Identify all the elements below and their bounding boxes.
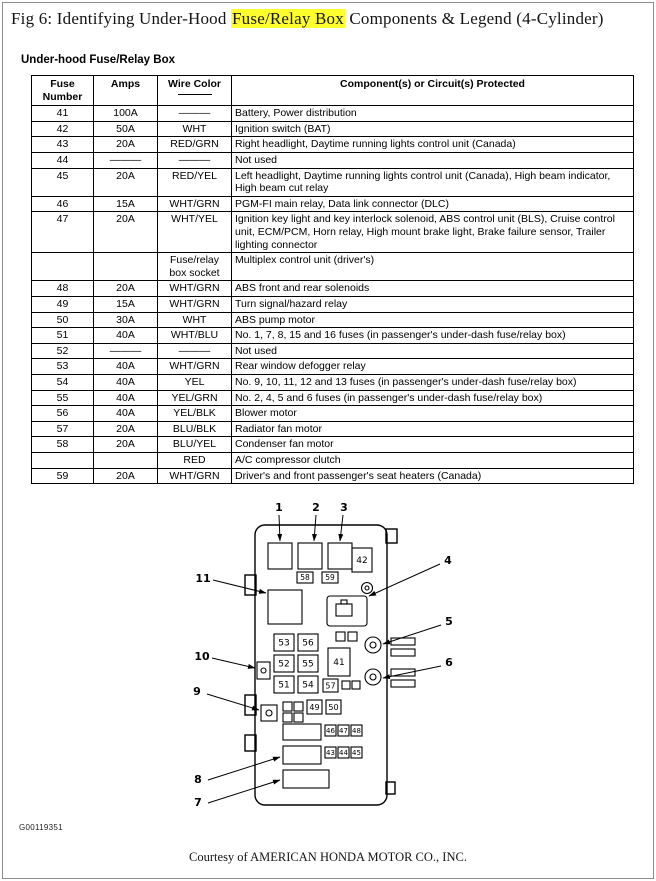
header-row: [32, 76, 634, 106]
column-header-label: Component(s) or Circuit(s) Protected: [340, 78, 525, 91]
cell-amps: 15A: [94, 297, 158, 313]
courtesy-line: Courtesy of AMERICAN HONDA MOTOR CO., INC.: [189, 850, 467, 865]
fuse-slot-layer: [274, 548, 372, 758]
fuse-row: [32, 106, 634, 122]
cell-amps: [94, 253, 158, 281]
cell-fuse: 52: [32, 343, 94, 359]
cell-amps: 20A: [94, 212, 158, 253]
callout-number-10: 10: [194, 650, 210, 664]
fuse-row: [32, 406, 634, 422]
fuse-slot-label: 46: [326, 727, 335, 736]
column-header-label: Wire Color: [168, 78, 221, 91]
cell-component: Right headlight, Daytime running lights control unit (Canada): [232, 137, 634, 153]
cell-amps: 40A: [94, 390, 158, 406]
fuse-table-head: [32, 76, 634, 106]
cell-wire: WHT: [158, 312, 232, 328]
cell-component: Driver's and front passenger's seat heaters (Canada): [232, 468, 634, 484]
cell-fuse: 47: [32, 212, 94, 253]
fuse-row: [32, 153, 634, 169]
callout-arrow-5: [383, 625, 441, 644]
callout-arrow-3: [340, 515, 343, 541]
column-header-label: Fuse Number: [42, 78, 83, 103]
callout-number-7: 7: [194, 796, 202, 810]
cell-component: Blower motor: [232, 406, 634, 422]
cell-wire: YEL/GRN: [158, 390, 232, 406]
figure-code: G00119351: [19, 823, 63, 833]
cell-amps: 30A: [94, 312, 158, 328]
fuse-slot-label: 44: [339, 749, 348, 758]
cell-wire: BLU/YEL: [158, 437, 232, 453]
cell-component: ABS pump motor: [232, 312, 634, 328]
cell-fuse: 46: [32, 196, 94, 212]
column-header: [158, 76, 232, 106]
fuse-row: [32, 297, 634, 313]
cell-wire: WHT/YEL: [158, 212, 232, 253]
cell-wire: WHT/GRN: [158, 468, 232, 484]
callout-number-3: 3: [340, 501, 348, 515]
cell-fuse: 51: [32, 328, 94, 344]
manual-page: [2, 2, 654, 879]
fuse-box-diagram: [115, 498, 653, 821]
fuse-table: [31, 75, 634, 484]
fuse-slot-label: 57: [325, 681, 336, 691]
fuse-slot-label: 54: [302, 680, 314, 691]
column-header: [232, 76, 634, 106]
cell-fuse: 59: [32, 468, 94, 484]
cell-component: Left headlight, Daytime running lights control unit (Canada), High beam indicator, High beam cut relay: [232, 168, 634, 196]
cell-fuse: 54: [32, 374, 94, 390]
cell-wire: YEL/BLK: [158, 406, 232, 422]
cell-fuse: 44: [32, 153, 94, 169]
fuse-slot-label: 47: [339, 727, 348, 736]
fuse-row: [32, 281, 634, 297]
cell-amps: 20A: [94, 437, 158, 453]
fuse-row: [32, 121, 634, 137]
cell-component: Not used: [232, 153, 634, 169]
column-header: [32, 76, 94, 106]
cell-wire: WHT/BLU: [158, 328, 232, 344]
cell-amps: 20A: [94, 281, 158, 297]
cell-fuse: 49: [32, 297, 94, 313]
callout-arrow-10: [212, 658, 255, 668]
cell-fuse: 43: [32, 137, 94, 153]
fuse-row: [32, 468, 634, 484]
cell-fuse: 57: [32, 421, 94, 437]
cell-wire: RED/YEL: [158, 168, 232, 196]
fuse-slot-label: 51: [278, 680, 290, 691]
cell-fuse: [32, 253, 94, 281]
fuse-slot-label: 50: [328, 703, 339, 713]
cell-amps: 40A: [94, 328, 158, 344]
fuse-row: [32, 390, 634, 406]
cell-fuse: 50: [32, 312, 94, 328]
cell-amps: 20A: [94, 421, 158, 437]
fuse-row: [32, 374, 634, 390]
cell-fuse: 58: [32, 437, 94, 453]
fuse-slot-label: 58: [300, 573, 310, 583]
cell-component: Battery, Power distribution: [232, 106, 634, 122]
cell-wire: WHT/GRN: [158, 196, 232, 212]
cell-component: Radiator fan motor: [232, 421, 634, 437]
cell-wire: ———: [158, 106, 232, 122]
header-underline: [178, 94, 212, 95]
callout-arrow-7: [208, 780, 280, 803]
cell-wire: RED/GRN: [158, 137, 232, 153]
cell-amps: 20A: [94, 168, 158, 196]
cell-component: No. 1, 7, 8, 15 and 16 fuses (in passenger's under-dash fuse/relay box): [232, 328, 634, 344]
cell-component: Not used: [232, 343, 634, 359]
cell-amps: 100A: [94, 106, 158, 122]
table-heading: Under-hood Fuse/Relay Box: [21, 54, 175, 67]
column-header: [94, 76, 158, 106]
callout-arrow-4: [369, 564, 440, 596]
fuse-slot-label: 59: [325, 573, 335, 583]
callout-number-11: 11: [195, 572, 211, 586]
cell-wire: YEL: [158, 374, 232, 390]
cell-amps: 15A: [94, 196, 158, 212]
fuse-slot-label: 55: [302, 659, 314, 670]
fuse-slot-label: 45: [352, 749, 361, 758]
fuse-slot-label: 43: [326, 749, 335, 758]
callout-number-4: 4: [444, 554, 452, 568]
cell-fuse: [32, 452, 94, 468]
cell-component: ABS front and rear solenoids: [232, 281, 634, 297]
cell-fuse: 45: [32, 168, 94, 196]
cell-amps: 40A: [94, 406, 158, 422]
cell-amps: 40A: [94, 374, 158, 390]
cell-wire: WHT/GRN: [158, 297, 232, 313]
cell-amps: [94, 452, 158, 468]
fuse-slot-label: 48: [352, 727, 361, 736]
cell-wire: ———: [158, 343, 232, 359]
callout-number-2: 2: [312, 501, 320, 515]
fuse-row: [32, 421, 634, 437]
cell-fuse: 56: [32, 406, 94, 422]
cell-component: PGM-FI main relay, Data link connector (DLC): [232, 196, 634, 212]
cell-amps: 50A: [94, 121, 158, 137]
fuse-slot-label: 56: [302, 638, 314, 649]
fuse-row: [32, 212, 634, 253]
callout-arrow-11: [213, 580, 266, 593]
cell-wire: ———: [158, 153, 232, 169]
callout-arrow-2: [314, 515, 316, 541]
fuse-slot-label: 52: [278, 659, 290, 670]
callout-number-5: 5: [445, 615, 453, 629]
fuse-row: [32, 253, 634, 281]
fuse-row: [32, 452, 634, 468]
callout-layer: [193, 501, 453, 809]
fuse-row: [32, 343, 634, 359]
cell-component: Ignition switch (BAT): [232, 121, 634, 137]
callout-arrow-8: [208, 757, 280, 780]
fuse-row: [32, 437, 634, 453]
fuse-slot-label: 41: [333, 658, 345, 669]
cell-amps: 20A: [94, 468, 158, 484]
cell-component: Rear window defogger relay: [232, 359, 634, 375]
cell-wire: WHT: [158, 121, 232, 137]
fuse-row: [32, 137, 634, 153]
cell-component: Multiplex control unit (driver's): [232, 253, 634, 281]
callout-arrow-9: [207, 694, 259, 710]
figure-title-suffix: Components & Legend (4-Cylinder): [344, 9, 604, 28]
callout-number-8: 8: [194, 773, 202, 787]
title-highlight: Fuse/Relay Box: [232, 9, 344, 28]
fuse-slot-label: 42: [356, 556, 368, 567]
figure-title: [3, 3, 643, 30]
cell-wire: WHT/GRN: [158, 281, 232, 297]
cell-amps: ———: [94, 153, 158, 169]
cell-fuse: 53: [32, 359, 94, 375]
cell-fuse: 55: [32, 390, 94, 406]
fuse-box-diagram-svg: [115, 498, 585, 816]
cell-wire: WHT/GRN: [158, 359, 232, 375]
callout-number-6: 6: [445, 656, 453, 670]
fuse-row: [32, 196, 634, 212]
cell-amps: 20A: [94, 137, 158, 153]
cell-component: Condenser fan motor: [232, 437, 634, 453]
fuse-row: [32, 312, 634, 328]
fuse-slot-label: 49: [309, 703, 320, 713]
cell-component: No. 9, 10, 11, 12 and 13 fuses (in passenger's under-dash fuse/relay box): [232, 374, 634, 390]
cell-wire: BLU/BLK: [158, 421, 232, 437]
cell-fuse: 42: [32, 121, 94, 137]
fuse-slot-label: 53: [278, 638, 290, 649]
fuse-row: [32, 328, 634, 344]
fuse-row: [32, 359, 634, 375]
cell-component: Ignition key light and key interlock solenoid, ABS control unit (BLS), Cruise control unit, ECM/PCM, Horn relay, High mount brake light, Brake failure sensor, Trailer lighting connector: [232, 212, 634, 253]
cell-amps: 40A: [94, 359, 158, 375]
cell-component: No. 2, 4, 5 and 6 fuses (in passenger's under-dash fuse/relay box): [232, 390, 634, 406]
cell-component: Turn signal/hazard relay: [232, 297, 634, 313]
fuse-table-body: [32, 106, 634, 484]
cell-fuse: 48: [32, 281, 94, 297]
cell-component: A/C compressor clutch: [232, 452, 634, 468]
callout-number-1: 1: [275, 501, 283, 515]
cell-wire: RED: [158, 452, 232, 468]
cell-wire: Fuse/relay box socket: [158, 253, 232, 281]
column-header-label: Amps: [110, 78, 141, 91]
figure-title-prefix: Fig 6: Identifying Under-Hood: [11, 9, 232, 28]
fuse-row: [32, 168, 634, 196]
cell-amps: ———: [94, 343, 158, 359]
cell-fuse: 41: [32, 106, 94, 122]
callout-arrow-1: [279, 515, 280, 541]
callout-number-9: 9: [193, 685, 201, 699]
